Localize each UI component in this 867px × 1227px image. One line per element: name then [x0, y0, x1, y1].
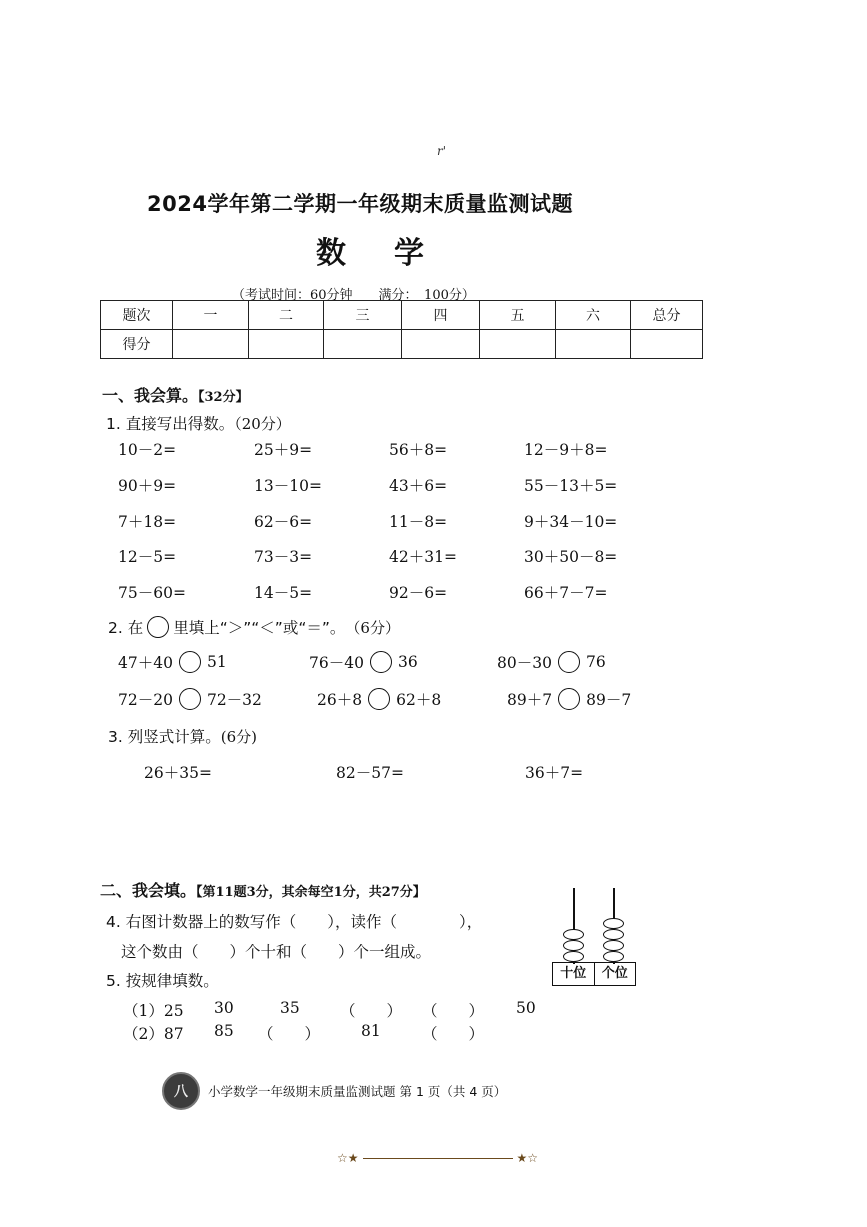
score-blank[interactable] — [556, 330, 631, 359]
q2-points: （6分） — [345, 618, 400, 637]
score-blank[interactable] — [631, 330, 703, 359]
sequence-item: 30 — [214, 999, 234, 1017]
section2-heading — [100, 878, 426, 901]
sequence-blank[interactable]: （ ） — [340, 1002, 403, 1020]
stray-mark: r' — [437, 144, 447, 158]
compare-right: 51 — [206, 653, 227, 671]
calc-item: 90＋9= — [118, 477, 177, 495]
q2-prompt — [108, 616, 400, 638]
compare-circle[interactable] — [558, 688, 580, 710]
q3-points: (6分) — [220, 728, 257, 746]
abacus-bead — [563, 951, 584, 962]
footer-text: 小学数学一年级期末质量监测试题 第 1 页（共 4 页） — [208, 1084, 507, 1099]
section1-points: 【32分】 — [198, 390, 249, 405]
star-icon: ★☆ — [516, 1151, 539, 1165]
calc-item: 75－60= — [118, 584, 186, 602]
score-cell: 二 — [249, 301, 324, 330]
compare-right: 36 — [397, 653, 418, 671]
compare-left: 76－40 — [309, 654, 364, 672]
q3-prompt — [108, 725, 257, 747]
sequence-blank[interactable]: （ ） — [258, 1025, 321, 1043]
abacus-diagram — [552, 888, 636, 988]
abacus-bead — [603, 929, 624, 940]
q1-text: 1. 直接写出得数。 — [106, 415, 235, 433]
section1-heading — [102, 383, 249, 406]
star-icon: ☆★ — [337, 1151, 359, 1165]
compare-item — [118, 688, 262, 710]
calc-item: 11－8= — [389, 513, 448, 531]
sequence-1 — [123, 999, 543, 1021]
sequence-item: 85 — [214, 1022, 234, 1040]
abacus-bead — [603, 951, 624, 962]
compare-item — [309, 651, 418, 673]
score-cell-total: 总分 — [631, 301, 703, 330]
calc-item: 10－2= — [118, 441, 177, 459]
score-cell: 五 — [480, 301, 556, 330]
score-cell: 六 — [556, 301, 631, 330]
calc-item: 43＋6= — [389, 477, 448, 495]
score-table-header-row — [101, 301, 703, 330]
abacus-base — [552, 962, 636, 986]
calc-item: 55－13＋5= — [524, 477, 618, 495]
compare-circle[interactable] — [368, 688, 390, 710]
calc-item: 25＋9= — [254, 441, 313, 459]
section1-title: 一、我会算。 — [102, 386, 199, 405]
compare-left: 72－20 — [118, 691, 173, 709]
calc-item: 7＋18= — [118, 513, 177, 531]
calc-item: 62－6= — [254, 513, 313, 531]
q3-text: 3. 列竖式计算。 — [108, 728, 221, 746]
calc-item: 13－10= — [254, 477, 322, 495]
abacus-bead — [603, 918, 624, 929]
section2-title: 二、我会填。 — [100, 881, 197, 900]
sequence-blank[interactable]: （ ） — [422, 1002, 485, 1020]
score-blank[interactable] — [324, 330, 402, 359]
calc-row — [118, 438, 678, 462]
sequence-blank[interactable]: （ ） — [422, 1025, 485, 1043]
q1-points: （20分） — [234, 415, 291, 433]
compare-left: 47＋40 — [118, 654, 173, 672]
calc-item: 30＋50－8= — [524, 548, 618, 566]
sequence-item: （1）25 — [123, 1002, 184, 1020]
school-logo-icon: 八 — [162, 1072, 200, 1110]
calc-item: 14－5= — [254, 584, 313, 602]
abacus-bead — [563, 940, 584, 951]
calc-item: 73－3= — [254, 548, 313, 566]
vertical-calc-item: 82－57= — [336, 764, 404, 782]
abacus-bead — [563, 929, 584, 940]
vertical-calc-item: 36＋7= — [525, 764, 584, 782]
calc-item: 42＋31= — [389, 548, 457, 566]
q4-line1: 4. 右图计数器上的数写作（ ），读作（ ）， — [106, 913, 483, 931]
calc-item: 92－6= — [389, 584, 448, 602]
score-table-score-row — [101, 330, 703, 359]
sequence-2 — [123, 1022, 503, 1044]
calc-item: 9＋34－10= — [524, 513, 618, 531]
score-cell-label: 题次 — [101, 301, 173, 330]
score-blank[interactable] — [249, 330, 324, 359]
q5-prompt: 5. 按规律填数。 — [106, 972, 219, 990]
q4-line2: 这个数由（ ）个十和（ ）个一组成。 — [121, 943, 432, 961]
abacus-ones-label: 个位 — [601, 966, 628, 981]
q2-text-before: 2. 在 — [108, 619, 144, 637]
compare-item — [118, 651, 227, 673]
score-cell: 三 — [324, 301, 402, 330]
score-blank[interactable] — [173, 330, 249, 359]
calc-item: 56＋8= — [389, 441, 448, 459]
compare-item — [317, 688, 441, 710]
compare-circle[interactable] — [558, 651, 580, 673]
calc-row — [118, 581, 678, 605]
score-blank[interactable] — [480, 330, 556, 359]
compare-circle[interactable] — [179, 688, 201, 710]
decoration-line — [363, 1158, 513, 1159]
compare-right: 76 — [585, 653, 606, 671]
sequence-item: 81 — [361, 1022, 381, 1040]
compare-circle[interactable] — [179, 651, 201, 673]
page-footer — [162, 1072, 506, 1110]
calc-item: 12－9＋8= — [524, 441, 608, 459]
compare-left: 80－30 — [497, 654, 552, 672]
compare-item — [507, 688, 631, 710]
score-cell: 四 — [402, 301, 480, 330]
compare-right: 89－7 — [586, 691, 632, 709]
calc-item: 66＋7－7= — [524, 584, 608, 602]
abacus-tens-label: 十位 — [553, 963, 595, 985]
subject-title: 数学 — [316, 236, 472, 271]
vertical-calc-item: 26＋35= — [144, 764, 212, 782]
compare-right: 62＋8 — [396, 691, 442, 709]
score-blank[interactable] — [402, 330, 480, 359]
score-cell-label: 得分 — [101, 330, 173, 359]
q1-prompt — [106, 412, 291, 434]
compare-right: 72－32 — [206, 691, 262, 709]
calc-row — [118, 474, 678, 498]
compare-circle[interactable] — [370, 651, 392, 673]
calc-row — [118, 545, 678, 569]
score-cell: 一 — [173, 301, 249, 330]
abacus-bead — [603, 940, 624, 951]
section2-points: 【第11题3分，其余每空1分，共27分】 — [196, 885, 426, 900]
footer-decoration — [337, 1151, 538, 1165]
q2-text-after: 里填上“＞”“＜”或“＝”。 — [173, 619, 346, 637]
score-table — [100, 300, 703, 359]
exam-title: 2024学年第二学期一年级期末质量监测试题 — [147, 192, 573, 216]
circle-symbol-icon — [147, 616, 169, 638]
compare-item — [497, 651, 606, 673]
compare-left: 26＋8 — [317, 691, 363, 709]
sequence-item: 35 — [280, 999, 300, 1017]
compare-left: 89＋7 — [507, 691, 553, 709]
calc-row — [118, 510, 678, 534]
sequence-item: 50 — [516, 999, 536, 1017]
exam-info: （考试时间：60分钟 满分： 100分） — [232, 288, 475, 303]
sequence-item: （2）87 — [123, 1025, 184, 1043]
calc-item: 12－5= — [118, 548, 177, 566]
